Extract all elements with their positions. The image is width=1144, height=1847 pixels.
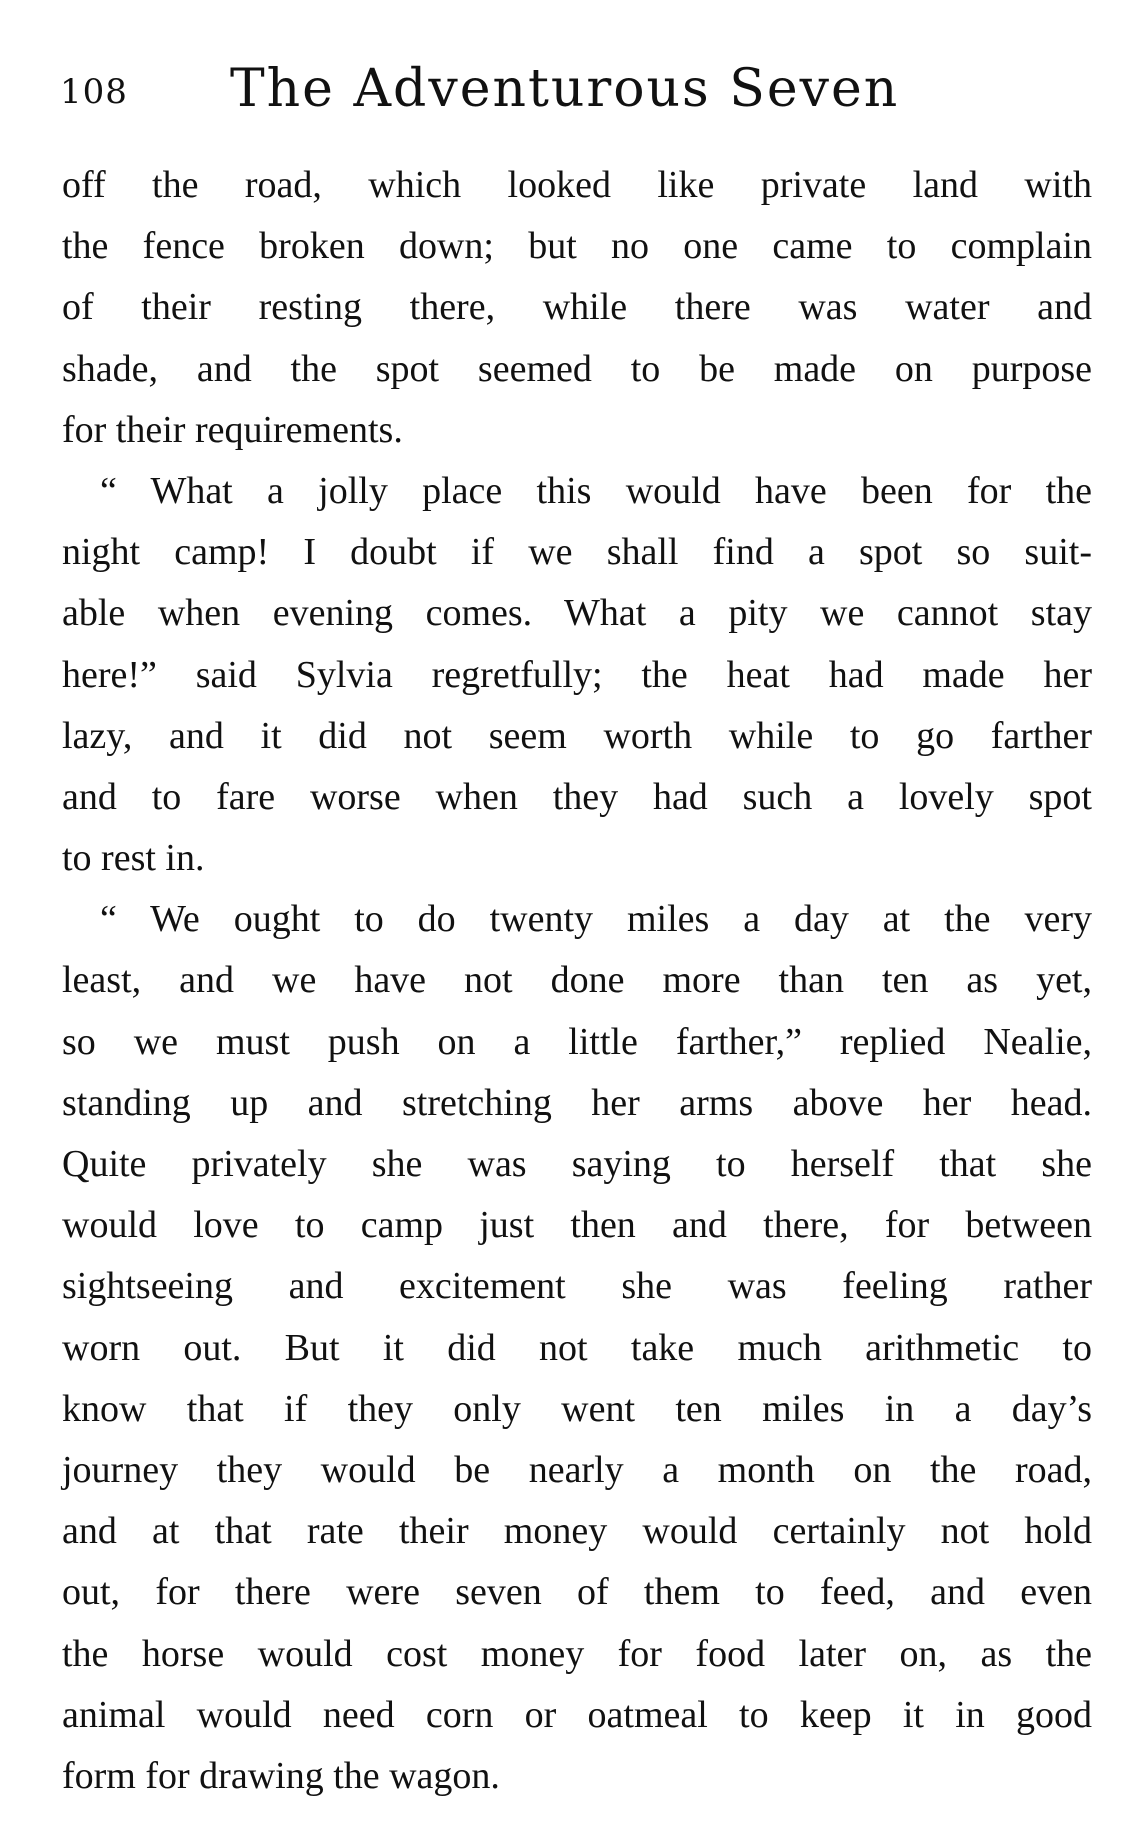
text-line: worn out. But it did not take much arithmetic to [62, 1326, 1092, 1369]
text-line: so we must push on a little farther,” replied Nealie, [62, 1020, 1092, 1063]
page-header [60, 50, 1100, 130]
text-line: “ We ought to do twenty miles a day at the very [100, 898, 1092, 941]
text-line: of their resting there, while there was water and [62, 286, 1092, 329]
text-line: know that if they only went ten miles in a day’s [62, 1387, 1092, 1430]
text-line: Quite privately she was saying to herself that she [62, 1143, 1092, 1185]
text-line: least, and we have not done more than ten as yet, [62, 959, 1092, 1002]
text-line: and to fare worse when they had such a lovely spot [62, 775, 1092, 818]
body-text [62, 155, 1092, 1807]
text-line: animal would need corn or oatmeal to keep it in good [62, 1693, 1092, 1736]
text-line: off the road, which looked like private land with [62, 164, 1092, 206]
text-line: and at that rate their money would certainly not hold [62, 1510, 1092, 1553]
text-line: shade, and the spot seemed to be made on purpose [62, 347, 1092, 390]
text-line: would love to camp just then and there, for between [62, 1204, 1092, 1247]
text-line: journey they would be nearly a month on the road, [62, 1448, 1092, 1491]
text-line: standing up and stretching her arms above her head. [62, 1081, 1092, 1124]
text-line: to rest in. [62, 837, 205, 880]
text-line: form for drawing the wagon. [62, 1754, 500, 1797]
page-number: 108 [60, 72, 128, 112]
running-title: The Adventurous Seven [230, 59, 900, 119]
text-line: here!” said Sylvia regretfully; the heat had made her [62, 653, 1092, 696]
text-line: lazy, and it did not seem worth while to go farther [62, 714, 1092, 757]
text-line: night camp! I doubt if we shall find a spot so suit- [62, 531, 1092, 574]
text-line: sightseeing and excitement she was feeling rather [62, 1265, 1092, 1308]
text-line: the fence broken down; but no one came to complain [62, 225, 1092, 268]
text-line: able when evening comes. What a pity we cannot stay [62, 592, 1092, 635]
text-line: the horse would cost money for food later on, as the [62, 1632, 1092, 1675]
text-line: for their requirements. [62, 408, 403, 451]
text-line: “ What a jolly place this would have been for the [100, 469, 1092, 512]
text-line: out, for there were seven of them to feed, and even [62, 1571, 1092, 1614]
